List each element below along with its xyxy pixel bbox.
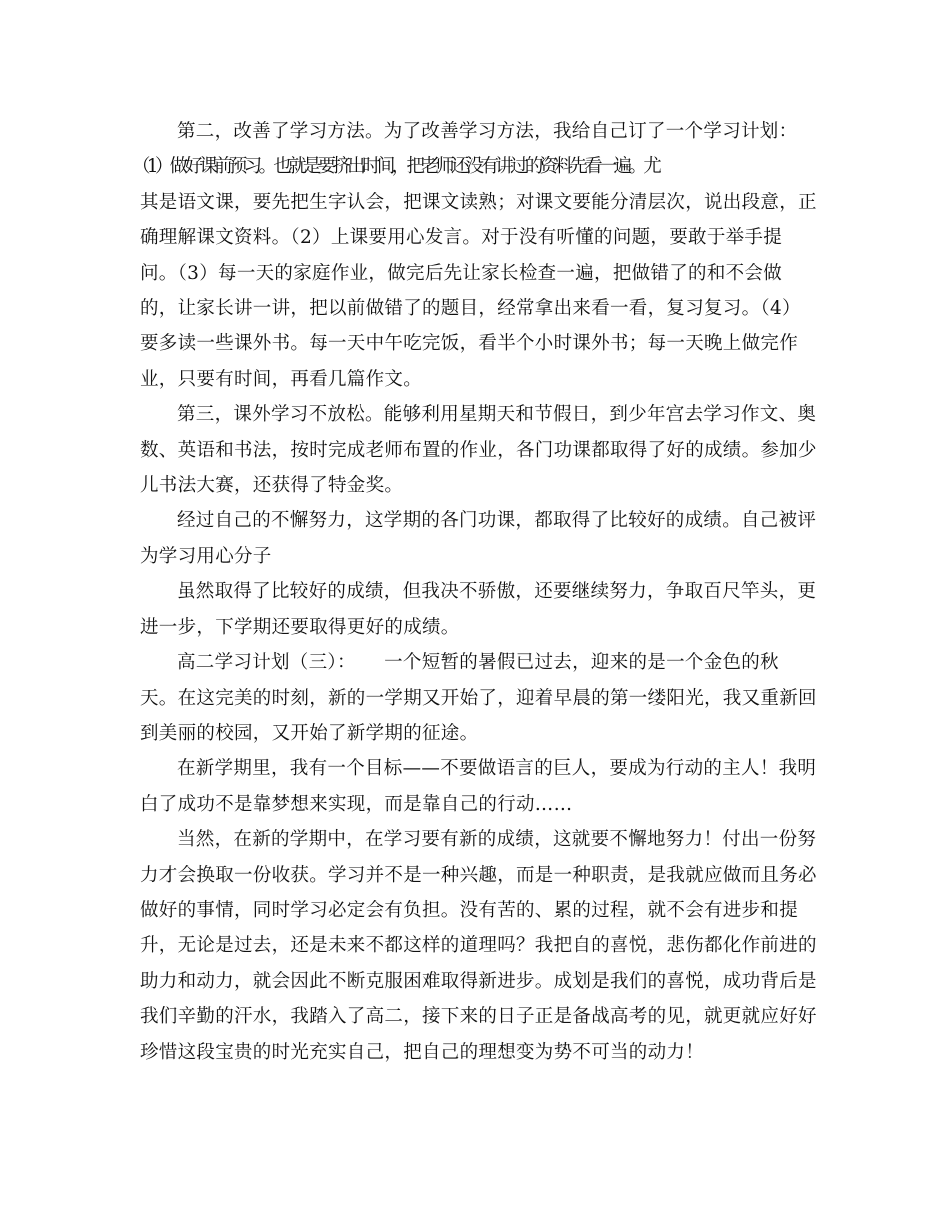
paragraph-effort [140,822,820,1070]
text-line: 确理解课文资料。（2）上课要用心发言。对于没有听懂的问题，要敢于举手提 [140,227,783,249]
text-line: 到美丽的校园，又开始了新学期的征途。 [140,722,479,744]
text-line: 珍惜这段宝贵的时光充实自己，把自己的理想变为势不可当的动力！ [140,1041,705,1063]
text-line: 业，只要有时间，再看几篇作文。 [140,368,423,390]
text-line: 经过自己的不懈努力，这学期的各门功课，都取得了比较好的成绩。自己被评 [177,510,817,532]
paragraph-goal [140,751,820,822]
text-line: 白了成功不是靠梦想来实现，而是靠自己的行动…… [140,793,573,815]
text-line: 虽然取得了比较好的成绩，但我决不骄傲，还要继续努力，争取百尺竿头，更 [177,581,817,603]
paragraph-not-proud [140,574,820,645]
text-line: 做好的事情，同时学习必定会有负担。没有苦的、累的过程，就不会有进步和提 [140,899,799,921]
text-line: 天。在这完美的时刻，新的一学期又开始了，迎着早晨的第一缕阳光，我又重新回 [140,687,817,709]
text-line: 问。（3）每一天的家庭作业，做完后先让家长检查一遍，把做错了的和不会做 [140,262,783,284]
text-line: 儿书法大赛，还获得了特金奖。 [140,475,404,497]
text-line: 我们辛勤的汗水，我踏入了高二，接下来的日子正是备战高考的见，就更就应好好 [140,1006,817,1028]
text-line: 要多读一些课外书。每一天中午吃完饭，看半个小时课外书；每一天晚上做完作 [140,333,799,355]
paragraph-results [140,503,820,574]
document-body [132,114,820,1070]
paragraph-extracurricular [140,397,820,503]
text-line: 助力和动力，就会因此不断克服困难取得新进步。成划是我们的喜悦，成功背后是 [140,970,817,992]
paragraph-plan-three [140,645,820,751]
text-line: 其是语文课，要先把生字认会，把课文读熟；对课文要能分清层次，说出段意，正 [140,191,817,213]
text-line: 第三，课外学习不放松。能够利用星期天和节假日，到少年宫去学习作文、奥 [177,404,817,426]
text-line: 第二，改善了学习方法。为了改善学习方法，我给自己订了一个学习计划： [177,121,798,142]
text-line: 进一步，下学期还要取得更好的成绩。 [140,616,460,638]
text-line: 在新学期里，我有一个目标——不要做语言的巨人，要成为行动的主人！我明 [177,758,817,780]
text-line: （1）做好课前预习。也就是要挤出时间，把老师还没有讲过的资料先看一遍。尤 [132,156,659,178]
text-line: 当然，在新的学期中，在学习要有新的成绩，这就要不懈地努力！付出一份努 [177,829,817,851]
text-line: 数、英语和书法，按时完成老师布置的作业，各门功课都取得了好的成绩。参加少 [140,439,817,461]
text-line: 为学习用心分子 [140,545,272,567]
text-line: 高二学习计划（三）： 一个短暂的暑假已过去，迎来的是一个金色的秋 [177,652,779,674]
text-line: 力才会换取一份收获。学习并不是一种兴趣，而是一种职责，是我就应做而且务必 [140,864,817,886]
paragraph-study-method [132,114,820,397]
text-line: 的，让家长讲一讲，把以前做错了的题目，经常拿出来看一看，复习复习。（4） [140,298,801,320]
text-line: 升，无论是过去，还是未来不都这样的道理吗？我把自的喜悦，悲伤都化作前进的 [140,935,817,957]
